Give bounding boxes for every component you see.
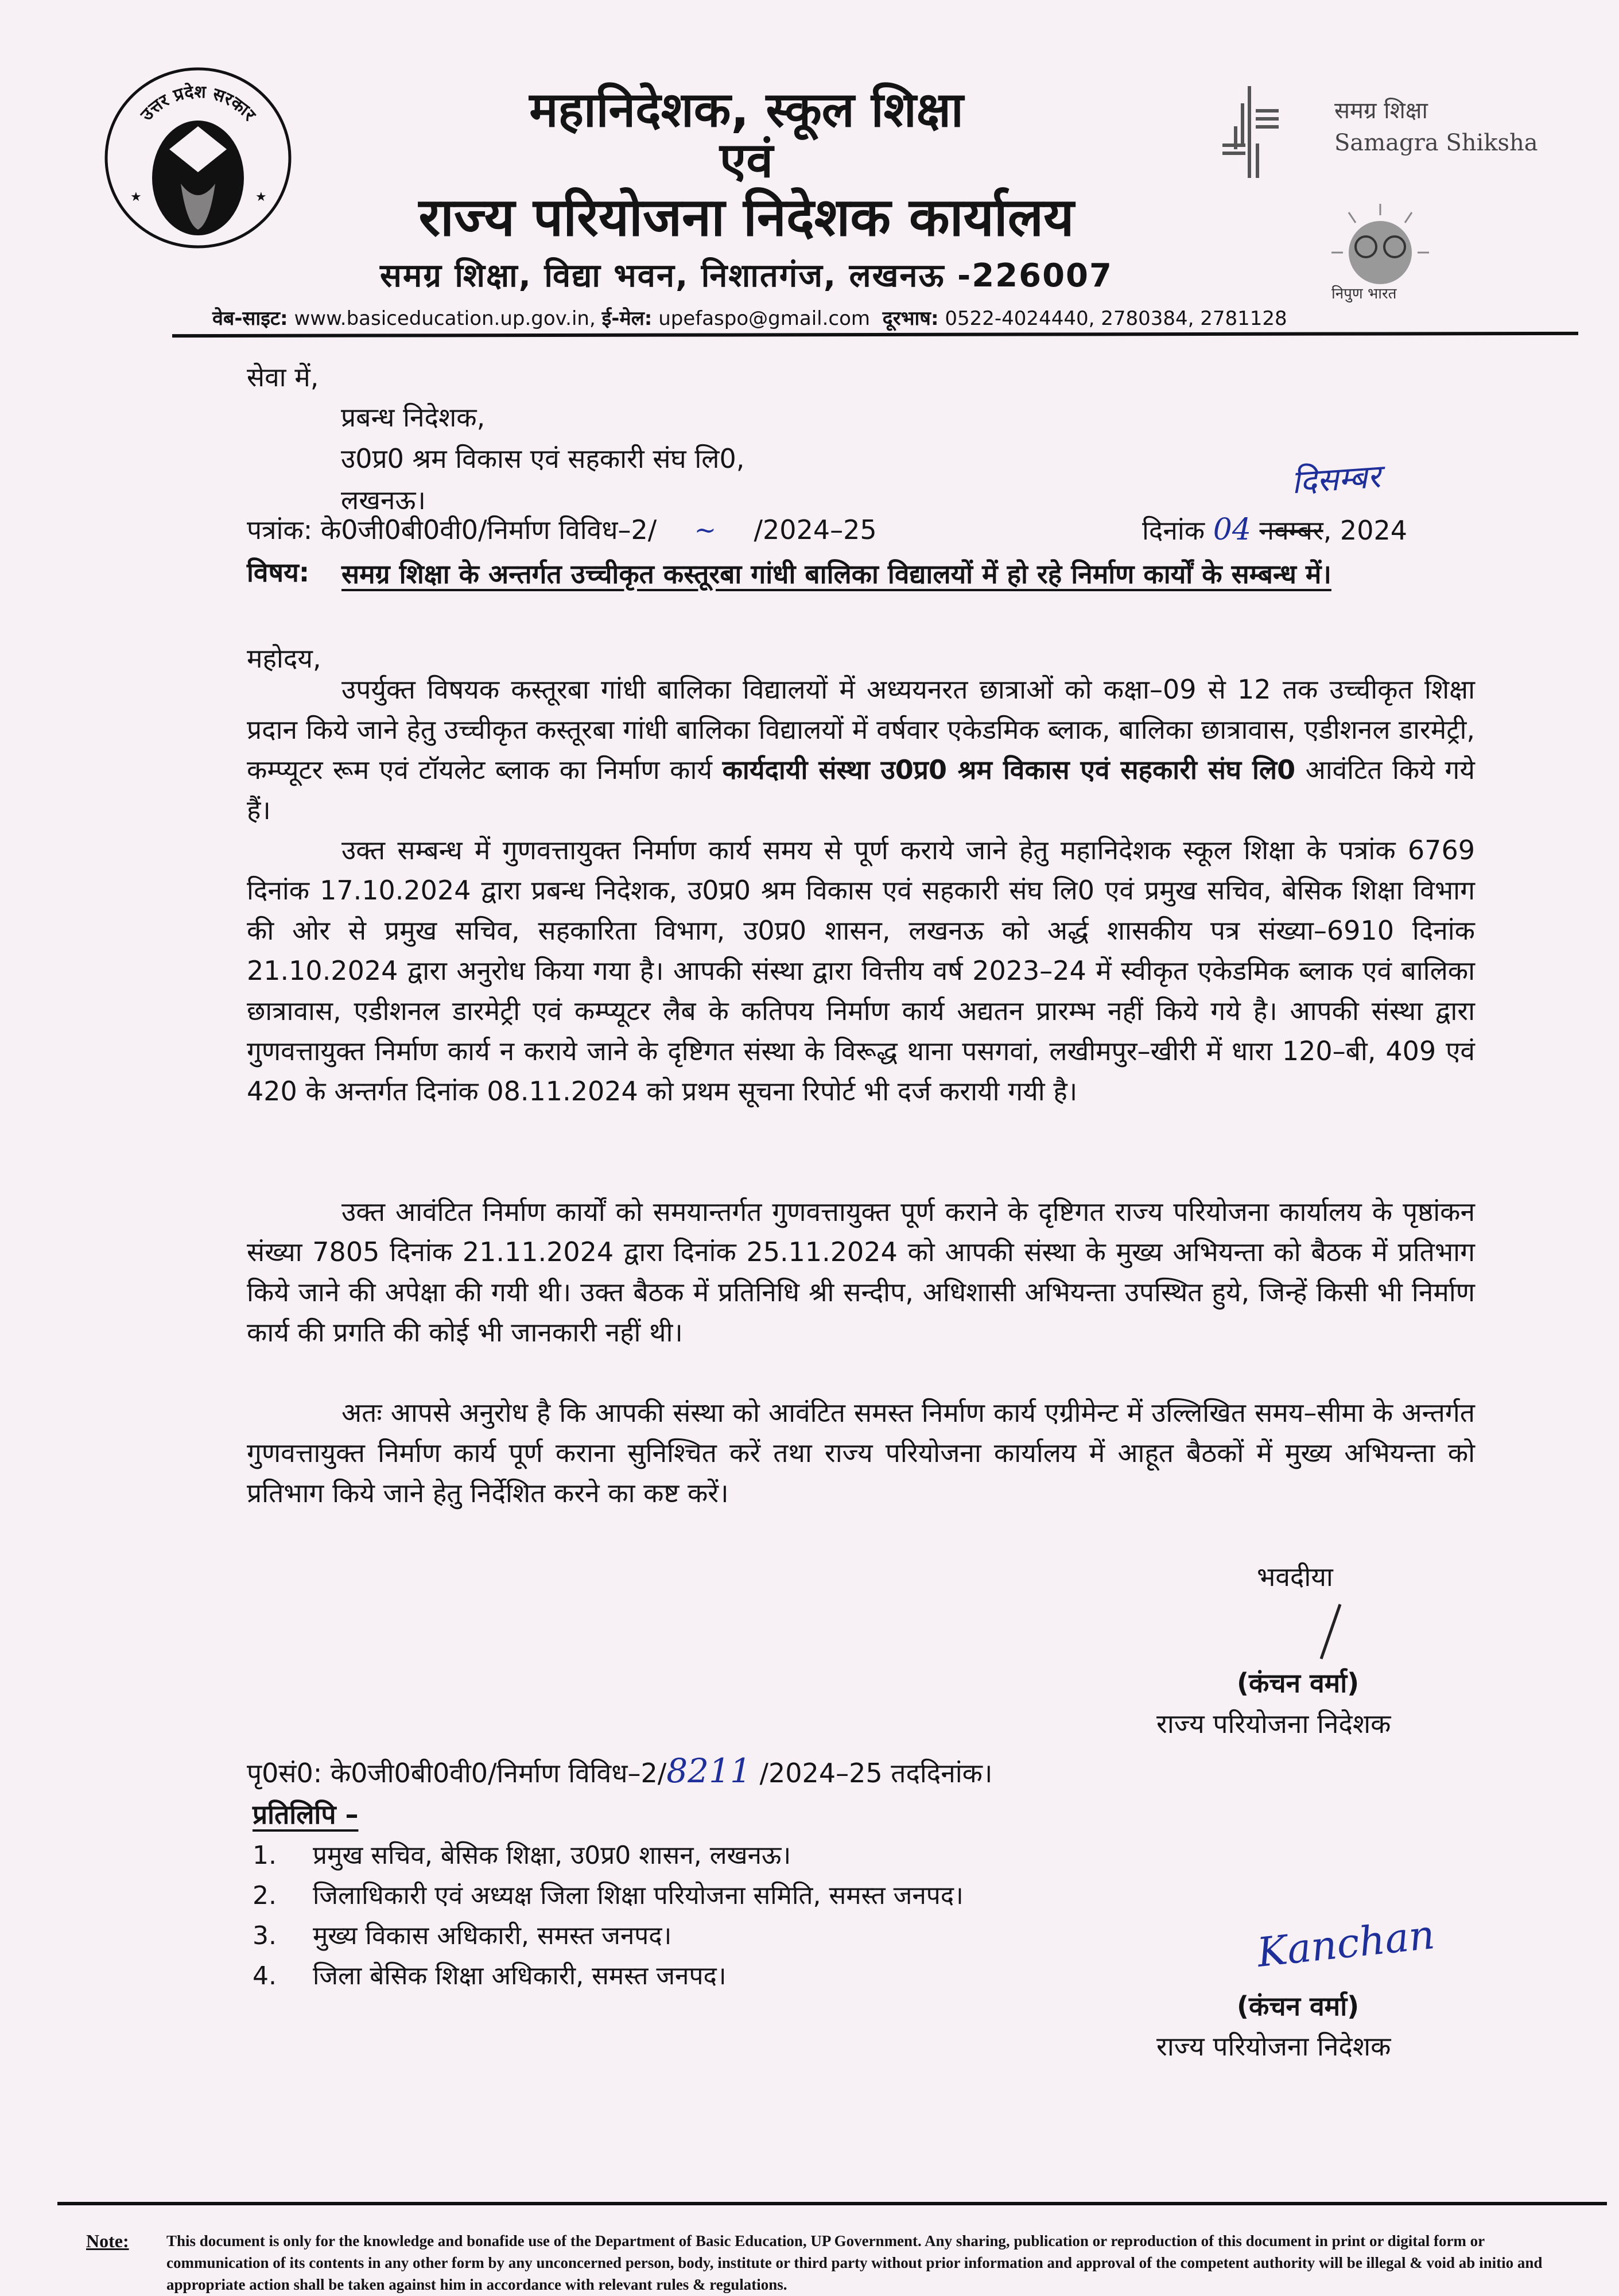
svg-text:★: ★ <box>130 190 142 204</box>
handwritten-signature: Kanchan <box>1255 1911 1437 1976</box>
closing: भवदीया <box>1257 1561 1333 1592</box>
ref-label: पत्रांक: <box>247 514 313 545</box>
office-title-line3: राज्य परियोजना निदेशक कार्यालय <box>418 187 1074 248</box>
email-label: ई-मेल: <box>601 307 653 330</box>
website-label: वेब-साइट: <box>212 307 288 330</box>
subject-text: समग्र शिक्षा के अन्तर्गत उच्चीकृत कस्तूरबा गांधी बालिका विद्यालयों में हो रहे निर्माण कार्यों के सम्बन्ध में। <box>341 559 1331 589</box>
website-link[interactable]: www.basiceducation.up.gov.in, <box>294 307 596 330</box>
samagra-hindi: समग्र शिक्षा <box>1334 98 1428 124</box>
svg-text:उत्तर प्रदेश सरकार: उत्तर प्रदेश सरकार <box>137 82 260 125</box>
greeting: महोदय, <box>247 643 321 674</box>
endorsement-line <box>247 1751 992 1793</box>
addressee-block <box>341 397 744 520</box>
endorsement-handwritten-number: 8211 <box>666 1751 751 1790</box>
endorsement-ref: के0जी0बी0वी0/निर्माण विविध–2/ <box>330 1758 667 1789</box>
reference-line <box>247 510 1475 550</box>
initial-mark <box>1314 1601 1349 1665</box>
ref-number: के0जी0बी0वी0/निर्माण विविध–2/ <box>320 514 657 545</box>
paragraph-1-text: उपर्युक्त विषयक कस्तूरबा गांधी बालिका विद्यालयों में अध्ययनरत छात्राओं को कक्षा–09 से 12 तक उच्चीकृत शिक्षा प्रदान किये जाने हेतु उच्चीकृत कस्तूरबा गांधी बालिका विद्यालयों में वर्षवार एकेडमिक ब्लाक, बालिका छात्रावास, एडीशनल डारमेट्री, कम्प्यूटर रूम एवं टॉयलेट ब्लाक का निर्माण कार्य <box>247 674 1475 785</box>
note-text: This document is only for the knowledge and bonafide use of the Department of Basic Education, UP Government. Any sharing, publication or reproduction of this document in print or digital form or communication of its contents in any other form by any unconcerned person, body, institute or third party without prior information and approval of the competent authority will be illegal & void ab initio and appropriate action shall be taken against him in accordance with relevant rules & regulations. <box>166 2232 1543 2293</box>
office-title-line2: एवं <box>719 132 774 188</box>
subject-line <box>247 552 1475 596</box>
note-label: Note: <box>86 2231 129 2251</box>
date-year: , 2024 <box>1323 515 1407 546</box>
addressee-line: लखनऊ। <box>341 484 426 515</box>
endorsement-signatory-title: राज्य परियोजना निदेशक <box>1156 2031 1391 2062</box>
paragraph-1 <box>247 669 1475 830</box>
list-item: 2. जिलाधिकारी एवं अध्यक्ष जिला शिक्षा परियोजना समिति, समस्त जनपद। <box>253 1881 964 1910</box>
office-address: समग्र शिक्षा, विद्या भवन, निशातगंज, लखनऊ -226007 <box>380 257 1113 294</box>
signatory-title: राज्य परियोजना निदेशक <box>1156 1708 1391 1739</box>
paragraph-3: उक्त आवंटित निर्माण कार्यों को समयान्तर्गत गुणवत्तायुक्त पूर्ण कराने के दृष्टिगत राज्य परियोजना कार्यालय के पृष्ठांकन संख्या 7805 दिनांक 21.11.2024 द्वारा दिनांक 25.11.2024 को आपकी संस्था के मुख्य अभियन्ता को बैठक में प्रतिभाग किये जाने की अपेक्षा की गयी थी। उक्त बैठक में प्रतिनिधि श्री सन्दीप, अधिशासी अभियन्ता उपस्थित हुये, जिन्हें किसी भी निर्माण कार्य की प्रगति की कोई भी जानकारी नहीं थी। <box>247 1196 1476 1348</box>
endorsement-label: पृ0सं0: <box>247 1758 323 1789</box>
paragraph-4: अतः आपसे अनुरोध है कि आपकी संस्था को आवंटित समस्त निर्माण कार्य एग्रीमेन्ट में उल्लिखित समय–सीमा के अन्तर्गत गुणवत्तायुक्त निर्माण कार्य पूर्ण कराना सुनिश्चित करें तथा राज्य परियोजना कार्यालय में आहूत बैठकों में मुख्य अभियन्ता को प्रतिभाग किये जाने हेतु निर्देशित करने का कष्ट करें। <box>247 1397 1475 1508</box>
subject-label: विषय: <box>247 557 310 588</box>
endorsement-signatory-name: (कंचन वर्मा) <box>1237 1991 1360 2022</box>
paragraph-1-end: आवंटित किये गये हैं। <box>247 754 1475 825</box>
handwritten-month: दिसम्बर <box>1290 457 1382 502</box>
date-block <box>1142 510 1407 550</box>
svg-text:★: ★ <box>255 190 267 204</box>
paragraph-1-bold: कार्यदायी संस्था उ0प्र0 श्रम विकास एवं सहकारी संघ लि0 <box>722 754 1296 785</box>
phone-label: दूरभाष: <box>882 307 939 330</box>
signatory-name: (कंचन वर्मा) <box>1237 1667 1360 1698</box>
contact-line <box>212 304 1287 331</box>
salutation-to: सेवा में, <box>247 362 319 393</box>
office-title-line1: महानिदेशक, स्कूल शिक्षा <box>529 82 964 138</box>
list-item: 4. जिला बेसिक शिक्षा अधिकारी, समस्त जनपद। <box>253 1961 727 1991</box>
copy-list <box>253 1836 964 1996</box>
nipun-bharat-label: निपुण भारत <box>1331 285 1397 302</box>
endorsement-suffix: /2024–25 तददिनांक। <box>759 1758 993 1789</box>
addressee-line: प्रबन्ध निदेशक, <box>341 402 486 433</box>
email-link[interactable]: upefaspo@gmail.com <box>658 307 871 330</box>
samagra-english: Samagra Shiksha <box>1334 130 1538 156</box>
footer-note <box>86 2230 1578 2295</box>
footer-divider <box>57 2202 1607 2205</box>
header-divider <box>172 332 1578 338</box>
copy-heading: प्रतिलिपि – <box>253 1799 359 1830</box>
list-item: 1. प्रमुख सचिव, बेसिक शिक्षा, उ0प्र0 शासन, लखनऊ। <box>253 1841 791 1870</box>
addressee-line: उ0प्र0 श्रम विकास एवं सहकारी संघ लि0, <box>341 443 745 474</box>
samagra-shiksha-label <box>1334 95 1538 159</box>
date-day-handwritten: 04 <box>1213 513 1251 547</box>
paragraph-2: उक्त सम्बन्ध में गुणवत्तायुक्त निर्माण कार्य समय से पूर्ण कराये जाने हेतु महानिदेशक स्कूल शिक्षा के पत्रांक 6769 दिनांक 17.10.2024 द्वारा प्रबन्ध निदेशक, उ0प्र0 श्रम विकास एवं सहकारी संघ लि0 एवं प्रमुख सचिव, बेसिक शिक्षा विभाग की ओर से प्रमुख सचिव, सहकारिता विभाग, उ0प्र0 शासन, लखनऊ को अर्द्ध शासकीय पत्र संख्या–6910 दिनांक 21.10.2024 द्वारा अनुरोध किया गया है। आपकी संस्था द्वारा वित्तीय वर्ष 2023–24 में स्वीकृत एकेडमिक ब्लाक एवं बालिका छात्रावास, एडीशनल डारमेट्री एवं कम्प्यूटर लैब के कतिपय निर्माण कार्य अद्यतन प्रारम्भ नहीं किये गये है। आपकी संस्था द्वारा गुणवत्तायुक्त निर्माण कार्य न कराये जाने के दृष्टिगत संस्था के विरूद्ध थाना पसगवां, लखीमपुर–खीरी में धारा 120–बी, 409 एवं 420 के अन्तर्गत दिनांक 08.11.2024 को प्रथम सूचना रिपोर्ट भी दर्ज करायी गयी है। <box>247 835 1475 1107</box>
phone-numbers: 0522-4024440, 2780384, 2781128 <box>945 307 1287 330</box>
date-month-struck: नवम्बर <box>1259 515 1323 546</box>
ref-year: /2024–25 <box>754 514 877 545</box>
date-label: दिनांक <box>1142 515 1205 546</box>
ref-handwritten: ~ <box>694 514 717 545</box>
list-item: 3. मुख्य विकास अधिकारी, समस्त जनपद। <box>253 1921 672 1950</box>
